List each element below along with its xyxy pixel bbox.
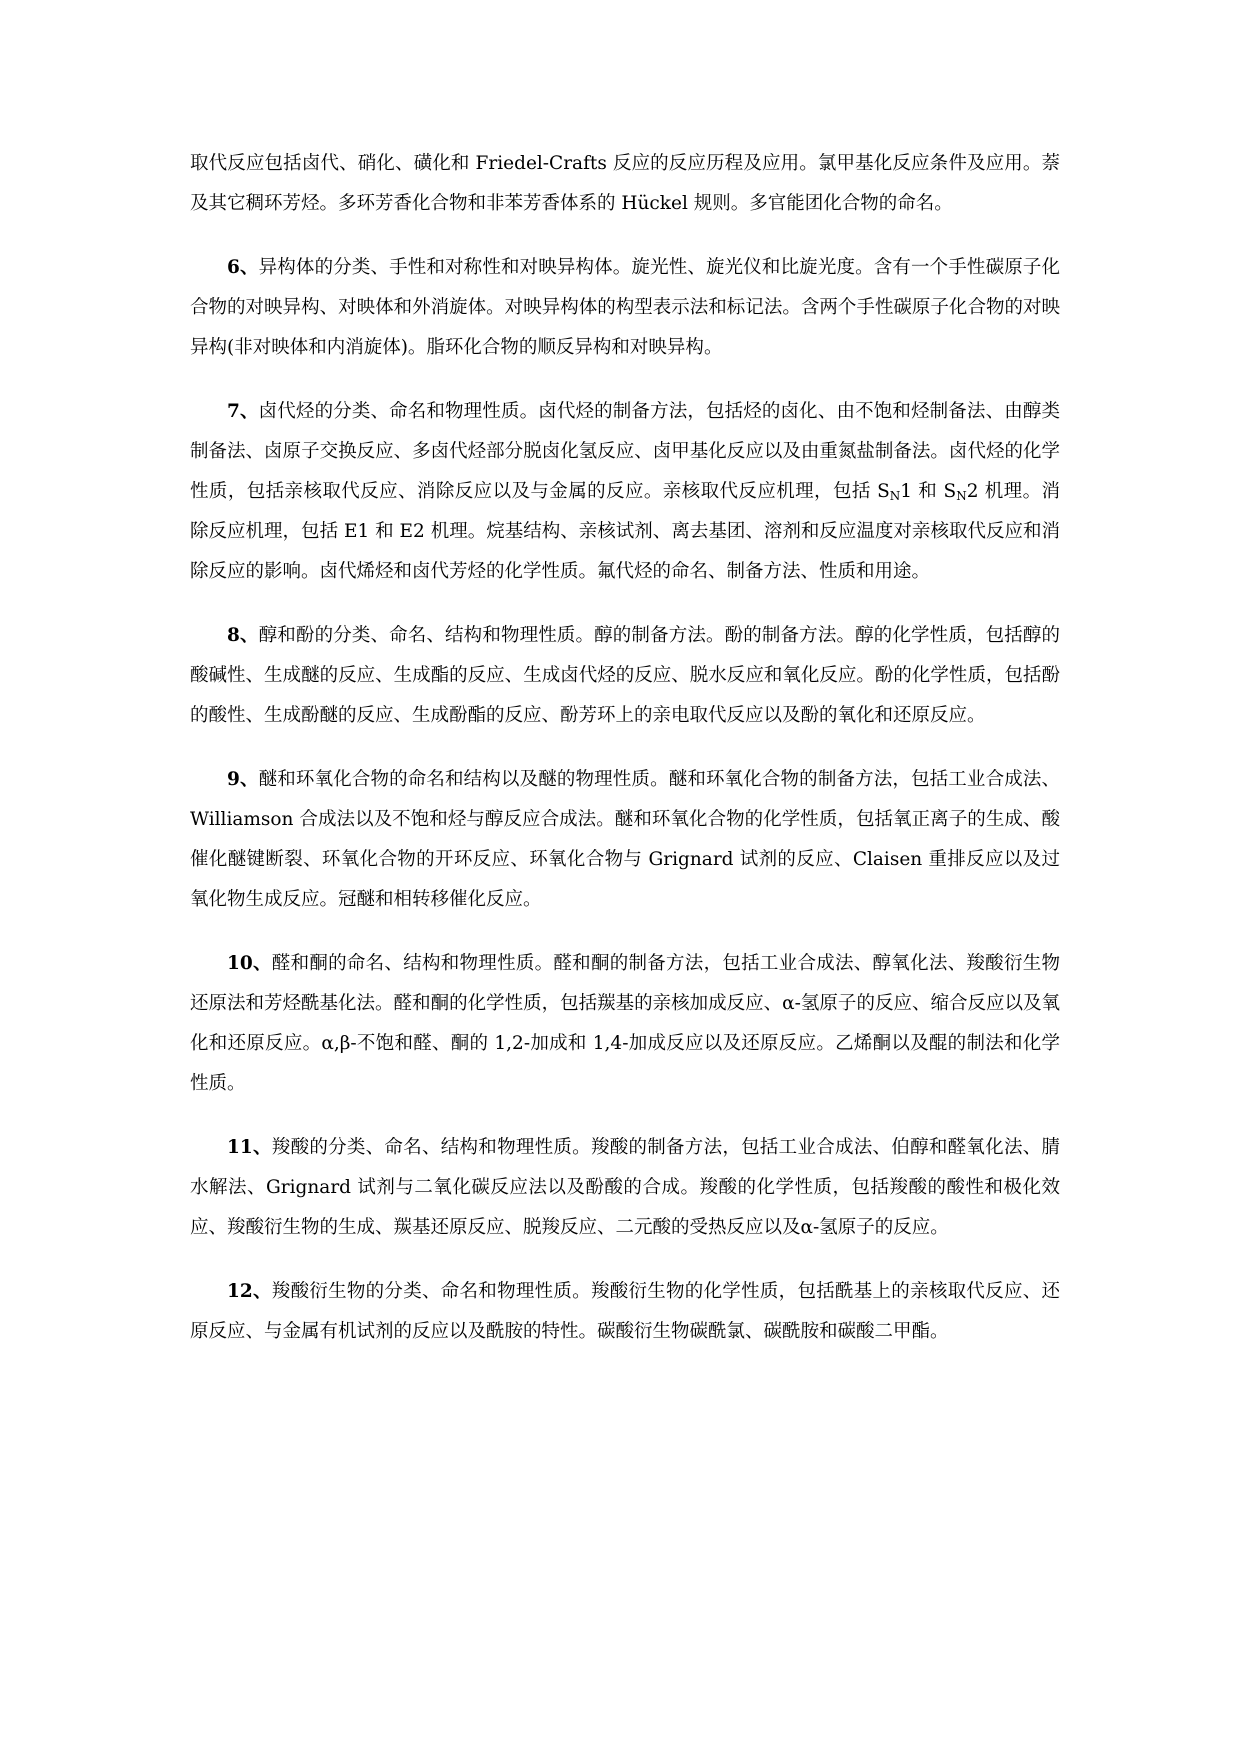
section-12-text: 羧酸衍生物的分类、命名和物理性质。羧酸衍生物的化学性质，包括酰基上的亲核取代反应、还原反应、与金属有机试剂的反应以及酰胺的特性。碳酸衍生物碳酰氯、碳酰胺和碳酸二甲酯。: [190, 1281, 1060, 1342]
section-7-paragraph: [190, 392, 1060, 592]
section-8-paragraph: [190, 616, 1060, 736]
section-8-number: 8、: [227, 625, 259, 646]
section-9-paragraph: [190, 760, 1060, 920]
section-7-subscript-2: N: [956, 489, 967, 503]
section-7-text-part3: 2 机理。消除反应机理，包括 E1 和 E2 机理。烷基结构、亲核试剂、离去基团、溶剂和反应温度对亲核取代反应和消除反应的影响。卤代烯烃和卤代芳烃的化学性质。氟代烃的命名、制备方法、性质和用途。: [190, 481, 1060, 582]
section-6-number: 6、: [227, 257, 259, 278]
section-6-paragraph: [190, 248, 1060, 368]
section-12-number: 12、: [227, 1281, 272, 1302]
section-7-text-part1: 卤代烃的分类、命名和物理性质。卤代烃的制备方法，包括烃的卤化、由不饱和烃制备法、由醇类制备法、卤原子交换反应、多卤代烃部分脱卤化氢反应、卤甲基化反应以及由重氮盐制备法。卤代烃的化学性质，包括亲核取代反应、消除反应以及与金属的反应。亲核取代反应机理，包括 S: [190, 401, 1060, 502]
intro-paragraph: [190, 144, 1060, 224]
section-11-text: 羧酸的分类、命名、结构和物理性质。羧酸的制备方法，包括工业合成法、伯醇和醛氧化法、腈水解法、Grignard 试剂与二氧化碳反应法以及酚酸的合成。羧酸的化学性质，包括羧酸的酸性和极化效应、羧酸衍生物的生成、羰基还原反应、脱羧反应、二元酸的受热反应以及α-氢原子的反应。: [190, 1137, 1060, 1238]
section-11-number: 11、: [227, 1137, 272, 1158]
section-10-number: 10、: [227, 953, 272, 974]
section-10-text: 醛和酮的命名、结构和物理性质。醛和酮的制备方法，包括工业合成法、醇氧化法、羧酸衍生物还原法和芳烃酰基化法。醛和酮的化学性质，包括羰基的亲核加成反应、α-氢原子的反应、缩合反应以及氧化和还原反应。α,β-不饱和醛、酮的 1,2-加成和 1,4-加成反应以及还原反应。乙烯酮以及醌的制法和化学性质。: [190, 953, 1060, 1094]
section-7-subscript-1: N: [889, 489, 901, 503]
section-9-number: 9、: [227, 769, 259, 790]
intro-text: 取代反应包括卤代、硝化、磺化和 Friedel-Crafts 反应的反应历程及应用。氯甲基化反应条件及应用。萘及其它稠环芳烃。多环芳香化合物和非苯芳香体系的 Hückel 规则。多官能团化合物的命名。: [190, 153, 1060, 214]
document-body: [190, 144, 1060, 1376]
section-11-paragraph: [190, 1128, 1060, 1248]
section-10-paragraph: [190, 944, 1060, 1104]
section-12-paragraph: [190, 1272, 1060, 1352]
section-6-text: 异构体的分类、手性和对称性和对映异构体。旋光性、旋光仪和比旋光度。含有一个手性碳原子化合物的对映异构、对映体和外消旋体。对映异构体的构型表示法和标记法。含两个手性碳原子化合物的对映异构(非对映体和内消旋体)。脂环化合物的顺反异构和对映异构。: [190, 257, 1060, 358]
section-7-number: 7、: [227, 401, 259, 422]
section-8-text: 醇和酚的分类、命名、结构和物理性质。醇的制备方法。酚的制备方法。醇的化学性质，包括醇的酸碱性、生成醚的反应、生成酯的反应、生成卤代烃的反应、脱水反应和氧化反应。酚的化学性质，包括酚的酸性、生成酚醚的反应、生成酚酯的反应、酚芳环上的亲电取代反应以及酚的氧化和还原反应。: [190, 625, 1060, 726]
section-9-text: 醚和环氧化合物的命名和结构以及醚的物理性质。醚和环氧化合物的制备方法，包括工业合成法、Williamson 合成法以及不饱和烃与醇反应合成法。醚和环氧化合物的化学性质，包括氧正离子的生成、酸催化醚键断裂、环氧化合物的开环反应、环氧化合物与 Grignard 试剂的反应、Claisen 重排反应以及过氧化物生成反应。冠醚和相转移催化反应。: [190, 769, 1060, 910]
section-7-text-part2: 1 和 S: [900, 481, 957, 502]
